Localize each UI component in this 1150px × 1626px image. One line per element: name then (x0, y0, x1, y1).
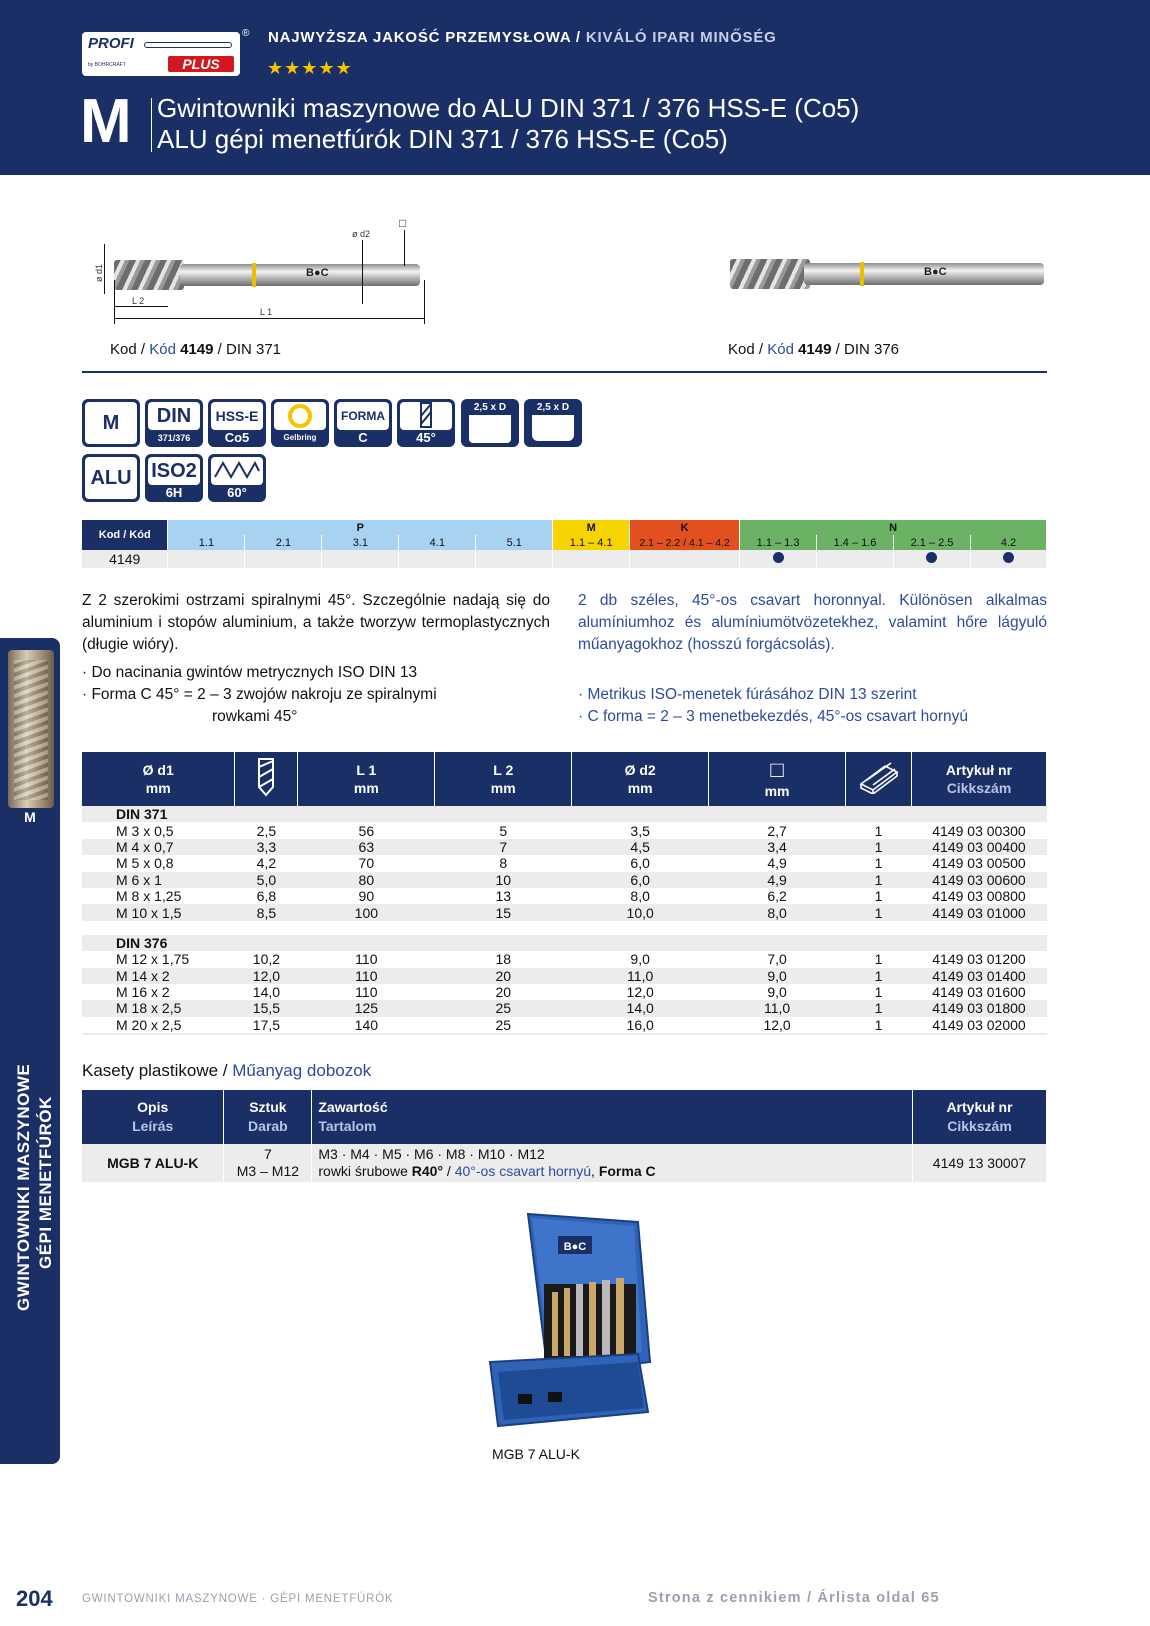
table-cell: 1 (846, 872, 912, 888)
table-cell: 14,0 (252, 984, 281, 1001)
table-cell: 110 (355, 951, 378, 968)
side-label-hu: GÉPI MENETFÚRÓK (36, 1096, 55, 1269)
icon-label: 2,5 x D (536, 402, 570, 413)
hole-shape-icon (469, 415, 511, 443)
cassette-name: MGB 7 ALU-K (82, 1144, 224, 1182)
forma-icon (334, 399, 392, 447)
kod-label-pl: Kod (110, 341, 137, 358)
material-col: 1.4 – 1.6 (817, 535, 894, 550)
cassette-title-pl: Kasety plastikowe (82, 1061, 219, 1080)
table-cell: 4,9 (767, 855, 787, 872)
table-cell: 63 (298, 839, 435, 855)
group-row (82, 935, 1047, 951)
table-cell: M 5 x 0,8 (116, 855, 174, 872)
suitable-dot (773, 552, 784, 563)
pkm-cell (553, 550, 630, 568)
pkm-cell (322, 550, 399, 568)
section-letter: M (80, 87, 132, 156)
table-cell: M 16 x 2 (116, 984, 170, 1001)
bullet-pl-3: rowkami 45° (212, 708, 298, 725)
table-cell: 4149 03 00300 (932, 822, 1026, 839)
logo-plus-text: PLUS (168, 56, 234, 72)
dim-line-l1 (114, 318, 424, 319)
page-title-pl: Gwintowniki maszynowe do ALU DIN 371 / 376 HSS-E (Co5) (157, 93, 860, 123)
product-table (82, 752, 1047, 1035)
content-part: , (591, 1163, 599, 1179)
col-l2 (435, 752, 572, 806)
table-cell: M 4 x 0,7 (82, 839, 235, 855)
kod-din376: Kod / Kód 4149 / DIN 376 (728, 341, 900, 358)
table-cell: M 8 x 1,25 (116, 888, 182, 905)
dim-l1: L 1 (260, 307, 273, 317)
table-row (82, 888, 1047, 904)
quality-separator: / (570, 29, 586, 46)
col-d2 (572, 752, 709, 806)
side-letter: M (24, 809, 36, 825)
kod-label-hu: Kód (149, 341, 176, 358)
table-cell: 15 (435, 904, 572, 920)
table-cell: 4149 03 01400 (911, 968, 1046, 984)
suitable-dot (926, 552, 937, 563)
dim-line-d2 (362, 240, 363, 304)
col-l1-label: L 1 (356, 762, 377, 778)
cassette-table (82, 1090, 1047, 1182)
table-row (82, 951, 1047, 967)
tool-shank-left (180, 264, 420, 286)
table-cell: 13 (495, 888, 512, 905)
table-cell: 125 (298, 1000, 435, 1016)
pkm-cell (740, 550, 817, 568)
table-cell: 80 (298, 872, 435, 888)
icon-label: HSS-E (211, 402, 263, 430)
table-end-row (82, 1033, 1047, 1035)
kod-din371: Kod / Kód 4149 / DIN 371 (110, 341, 282, 358)
table-cell: 14,0 (572, 1000, 709, 1016)
table-cell: 8 (499, 855, 508, 872)
cassette-qty-value: 7 (264, 1146, 272, 1162)
spacer (82, 921, 1047, 935)
quality-pl: NAJWYŻSZA JAKOŚĆ PRZEMYSŁOWA (268, 29, 571, 46)
suitable-dot (1003, 552, 1014, 563)
col-d1 (82, 752, 235, 806)
group-row (82, 806, 1047, 822)
table-cell: 25 (435, 1000, 572, 1016)
table-cell: 11,0 (709, 1000, 846, 1016)
page-title-hu: ALU gépi menetfúrók DIN 371 / 376 HSS-E (Co5) (157, 124, 728, 154)
dim-line-d1 (104, 244, 105, 294)
table-cell: 9,0 (767, 984, 787, 1001)
table-cell: 70 (358, 855, 375, 872)
col-tapping (235, 752, 298, 806)
icon-sublabel: Gelbring (283, 433, 317, 442)
group-m-header: M (553, 520, 630, 535)
bullet-pl-2: · Forma C 45° = 2 – 3 zwojów nakroju ze spiralnymi (82, 686, 437, 703)
group-label: DIN 376 (82, 935, 1047, 951)
table-cell: 7 (435, 839, 572, 855)
table-cell: 1 (846, 904, 912, 920)
kod-label-hu: Kód (767, 341, 794, 358)
icon-sublabel: 371/376 (157, 433, 191, 443)
table-cell: 12,0 (235, 968, 298, 984)
icon-label: DIN (148, 402, 200, 430)
kod-din: DIN 376 (843, 341, 900, 358)
table-cell: 4149 03 01600 (932, 984, 1026, 1001)
col-d1-label: Ø d1 (142, 762, 174, 778)
table-cell: 8,5 (235, 904, 298, 920)
kod-label-pl: Kod (728, 341, 755, 358)
table-row (82, 822, 1047, 838)
table-cell: 12,0 (626, 984, 654, 1001)
footer-section: GWINTOWNIKI MASZYNOWE · GÉPI MENETFÚRÓK (82, 1593, 394, 1605)
pkm-cell (168, 550, 245, 568)
spiral-angle-icon (397, 399, 455, 447)
package-icon (857, 760, 901, 794)
quality-hu: KIVÁLÓ IPARI MINŐSÉG (585, 29, 777, 46)
col-unit: mm (764, 783, 790, 799)
logo-registered: ® (242, 28, 250, 39)
dim-line-square (404, 230, 405, 266)
bullet-pl-1: · Do nacinania gwintów metrycznych ISO DIN 13 (82, 664, 418, 681)
table-cell: 1 (846, 1000, 912, 1016)
table-cell: 8,0 (709, 904, 846, 920)
profi-plus-logo (82, 28, 250, 76)
material-col: 4.1 (399, 535, 476, 550)
pkm-row-label: 4149 (82, 550, 168, 568)
table-cell: 15,5 (235, 1000, 298, 1016)
table-end (82, 1033, 1047, 1035)
table-cell: 1 (874, 855, 883, 872)
pkm-cell (245, 550, 322, 568)
col-article (911, 752, 1046, 806)
table-cell: M 12 x 1,75 (116, 951, 190, 968)
quality-line (268, 29, 777, 46)
logo-drill-icon (144, 42, 232, 48)
cassette-content-line1: M3 · M4 · M5 · M6 · M8 · M10 · M12 (318, 1146, 545, 1162)
table-cell: 3,5 (630, 822, 650, 839)
box-logo: B●C (563, 1241, 587, 1253)
description-hu: 2 db széles, 45°-os csavart horonnyal. Különösen alkalmas alumíniumhoz és alumíniumötvözetekhez, valamint hőre lágyuló műanyagokhoz (hosszú forgácsolás). (578, 592, 1047, 653)
dim-square: □ (399, 216, 407, 230)
cassette-title-hu: Műanyag dobozok (232, 1061, 372, 1080)
table-cell: 4149 03 00600 (911, 872, 1046, 888)
group-n-header: N (740, 520, 1047, 535)
boc-logo: B●C (306, 267, 329, 279)
col-l1 (298, 752, 435, 806)
table-cell: 20 (435, 968, 572, 984)
content-part: R40° (411, 1163, 444, 1179)
col-artykul (913, 1090, 1047, 1144)
group-k-header: K (630, 520, 740, 535)
logo-profi-text: PROFI (88, 35, 134, 52)
table-row (82, 904, 1047, 920)
tool-thread-right (730, 259, 810, 289)
table-row (82, 839, 1047, 855)
m-thread-icon (82, 399, 140, 447)
content-part: rowki śrubowe (318, 1163, 412, 1179)
table-cell: 20 (495, 984, 512, 1001)
table-cell: 110 (298, 968, 435, 984)
col-art-pl: Artykuł nr (946, 1099, 1013, 1115)
material-col: 2.1 – 2.5 (894, 535, 971, 550)
table-cell: 10 (435, 872, 572, 888)
material-col: 5.1 (476, 535, 553, 550)
table-cell: 16,0 (626, 1016, 654, 1033)
table-cell: 1 (846, 968, 912, 984)
table-cell: 6,2 (767, 888, 787, 905)
bullet-hu-2: · C forma = 2 – 3 menetbekezdés, 45°-os csavart hornyú (578, 708, 969, 725)
title-divider (151, 98, 152, 152)
hsse-icon (208, 399, 266, 447)
yellow-ring-icon (288, 404, 312, 428)
icon-label: ALU (85, 457, 137, 499)
yellow-ring (860, 262, 864, 286)
table-cell: 1 (874, 1016, 883, 1033)
material-table (82, 520, 1047, 568)
table-row (82, 872, 1047, 888)
icon-sublabel: Co5 (224, 430, 250, 445)
kod-number: 4149 (798, 341, 832, 358)
alu-icon (82, 454, 140, 502)
side-label-pl: GWINTOWNIKI MASZYNOWE (14, 1063, 33, 1311)
footer-pricelist: Strona z cennikiem / Árlista oldal 65 (648, 1590, 940, 1606)
col-opis-pl: Opis (137, 1099, 169, 1115)
yellow-ring (252, 263, 256, 287)
icon-label: FORMA (337, 402, 389, 430)
pkm-cell (399, 550, 476, 568)
table-cell: 4149 03 01800 (911, 1000, 1046, 1016)
cassette-title-sep: / (218, 1061, 233, 1080)
table-cell: 56 (358, 822, 375, 839)
table-cell: 100 (298, 904, 435, 920)
spiral-flute-icon (414, 402, 438, 428)
table-cell: 110 (355, 984, 378, 1001)
cassette-caption: MGB 7 ALU-K (492, 1446, 580, 1462)
kod-number: 4149 (180, 341, 214, 358)
col-zawartosc (312, 1090, 913, 1144)
dim-line-l2 (114, 306, 168, 307)
table-cell: 10,2 (252, 951, 281, 968)
table-cell: 4149 03 01200 (932, 951, 1026, 968)
kod-din: DIN 371 (225, 341, 282, 358)
material-col: 1.1 – 4.1 (553, 535, 630, 550)
table-cell: 5 (499, 822, 508, 839)
logo-by-text: by BOHRCRAFT (88, 62, 126, 68)
col-article-pl: Artykuł nr (945, 762, 1013, 778)
table-cell: 8,0 (630, 888, 650, 905)
table-cell: 7,0 (767, 951, 787, 968)
table-cell: 11,0 (572, 968, 709, 984)
material-col: 4.2 (970, 535, 1046, 550)
col-unit: mm (490, 780, 516, 796)
table-cell: 4149 03 00500 (932, 855, 1026, 872)
thread-profile-icon (213, 457, 261, 481)
page-number: 204 (16, 1586, 53, 1611)
bullet-hu-1: · Metrikus ISO-menetek fúrásához DIN 13 szerint (578, 686, 917, 703)
col-opis (82, 1090, 224, 1144)
table-cell: 1 (874, 951, 883, 968)
table-cell: M 18 x 2,5 (82, 1000, 235, 1016)
table-cell: 12,0 (763, 1016, 791, 1033)
content-part: Forma C (598, 1163, 656, 1179)
col-d2-label: Ø d2 (624, 762, 656, 778)
table-cell: 1 (874, 888, 883, 905)
table-row (82, 855, 1047, 871)
cassette-article: 4149 13 30007 (913, 1144, 1047, 1182)
table-row (82, 984, 1047, 1000)
col-opis-hu: Leírás (132, 1118, 174, 1134)
icon-sublabel: 6H (165, 485, 183, 500)
table-cell: 6,0 (630, 855, 650, 872)
table-cell: M 20 x 2,5 (116, 1016, 182, 1033)
table-cell: 90 (358, 888, 375, 905)
material-col: 3.1 (322, 535, 399, 550)
table-row (82, 1017, 1047, 1033)
table-cell: 3,4 (709, 839, 846, 855)
table-cell: 4,9 (709, 872, 846, 888)
table-cell: 4149 03 02000 (932, 1016, 1026, 1033)
table-cell: 6,8 (256, 888, 277, 905)
section-divider (82, 371, 1047, 373)
cassette-image (488, 1212, 654, 1442)
col-art-hu: Cikkszám (947, 1118, 1012, 1134)
thread-angle-icon (208, 454, 266, 502)
table-cell: 10,0 (572, 904, 709, 920)
gelbring-icon (271, 399, 329, 447)
cassette-qty (224, 1144, 312, 1182)
col-pack (846, 752, 912, 806)
table-cell: M 3 x 0,5 (116, 822, 174, 839)
blind-hole-icon (461, 399, 519, 447)
table-cell: 4,5 (572, 839, 709, 855)
table-cell: M 10 x 1,5 (82, 904, 235, 920)
dim-d2: ø d2 (352, 229, 371, 239)
table-cell: 18 (495, 951, 512, 968)
iso2-icon (145, 454, 203, 502)
table-cell: 9,0 (630, 951, 650, 968)
table-cell: 1 (846, 839, 912, 855)
table-row (82, 1000, 1047, 1016)
square-icon: □ (770, 757, 784, 782)
icon-sublabel: 60° (227, 485, 247, 500)
group-p-header: P (168, 520, 553, 535)
dim-l2: L 2 (132, 296, 145, 306)
table-cell: M 6 x 1 (82, 872, 235, 888)
table-cell: 17,5 (252, 1016, 281, 1033)
content-part-hu: 40°-os csavart hornyú (454, 1163, 592, 1179)
col-sztuk-hu: Darab (248, 1118, 288, 1134)
table-cell: 3,3 (235, 839, 298, 855)
pkm-cell (630, 550, 740, 568)
col-zaw-hu: Tartalom (318, 1118, 377, 1134)
table-cell: 140 (354, 1016, 379, 1033)
pkm-kod-header: Kod / Kód (82, 520, 168, 550)
icon-label: ISO2 (148, 457, 200, 485)
pkm-cell (970, 550, 1046, 568)
cassette-content (312, 1144, 913, 1182)
dim-line-end (424, 280, 425, 324)
pkm-cell (817, 550, 894, 568)
table-cell: 2,7 (767, 822, 787, 839)
table-cell: 2,5 (256, 822, 277, 839)
icon-label: M (85, 402, 137, 444)
tool-shank-right (804, 263, 1044, 285)
col-sztuk-pl: Sztuk (249, 1099, 287, 1115)
material-col: 2.1 (245, 535, 322, 550)
icon-sublabel: 45° (416, 430, 436, 445)
through-hole-icon (524, 399, 582, 447)
table-cell: 25 (495, 1016, 512, 1033)
table-cell: 1 (874, 984, 883, 1001)
table-row (82, 968, 1047, 984)
col-sztuk (224, 1090, 312, 1144)
col-unit: mm (353, 780, 379, 796)
hole-shape-icon (532, 415, 574, 441)
rating-stars: ★★★★★ (267, 58, 353, 78)
tap-drill-icon (251, 757, 281, 797)
cassette-range: M3 – M12 (236, 1163, 300, 1179)
cassette-title (82, 1061, 371, 1081)
dim-line-start (114, 280, 115, 324)
dim-d1: ø d1 (94, 263, 105, 283)
material-col: 1.1 (168, 535, 245, 550)
col-unit: mm (145, 780, 171, 796)
table-cell: 5,0 (235, 872, 298, 888)
col-unit: mm (627, 780, 653, 796)
col-zaw-pl: Zawartość (318, 1099, 388, 1115)
table-cell: 4149 03 00800 (932, 888, 1026, 905)
spacer-row (82, 921, 1047, 935)
col-l2-label: L 2 (493, 762, 514, 778)
description-pl: Z 2 szerokimi ostrzami spiralnymi 45°. Szczególnie nadają się do aluminium i stopów aluminium, a także tworzyw termoplastycznych (długie wióry). (82, 592, 550, 653)
table-cell: 4149 03 00400 (911, 839, 1046, 855)
table-cell: 1 (874, 822, 883, 839)
icon-label: 2,5 x D (473, 402, 507, 413)
table-cell: M 14 x 2 (82, 968, 235, 984)
boc-logo: B●C (924, 266, 947, 278)
group-label: DIN 371 (82, 806, 1047, 822)
tool-thread-left (114, 260, 184, 290)
icon-sublabel: C (358, 430, 368, 445)
pkm-cell (476, 550, 553, 568)
content-part: / (443, 1163, 455, 1179)
table-cell: 6,0 (572, 872, 709, 888)
material-col: 1.1 – 1.3 (740, 535, 817, 550)
table-cell: 4149 03 01000 (911, 904, 1046, 920)
col-square (709, 752, 846, 806)
pkm-cell (894, 550, 971, 568)
material-col: 2.1 – 2.2 / 4.1 – 4.2 (630, 535, 740, 550)
col-article-hu: Cikkszám (946, 780, 1012, 796)
din-icon (145, 399, 203, 447)
table-cell: 9,0 (709, 968, 846, 984)
side-tap-image (8, 650, 54, 808)
table-cell: 4,2 (256, 855, 277, 872)
